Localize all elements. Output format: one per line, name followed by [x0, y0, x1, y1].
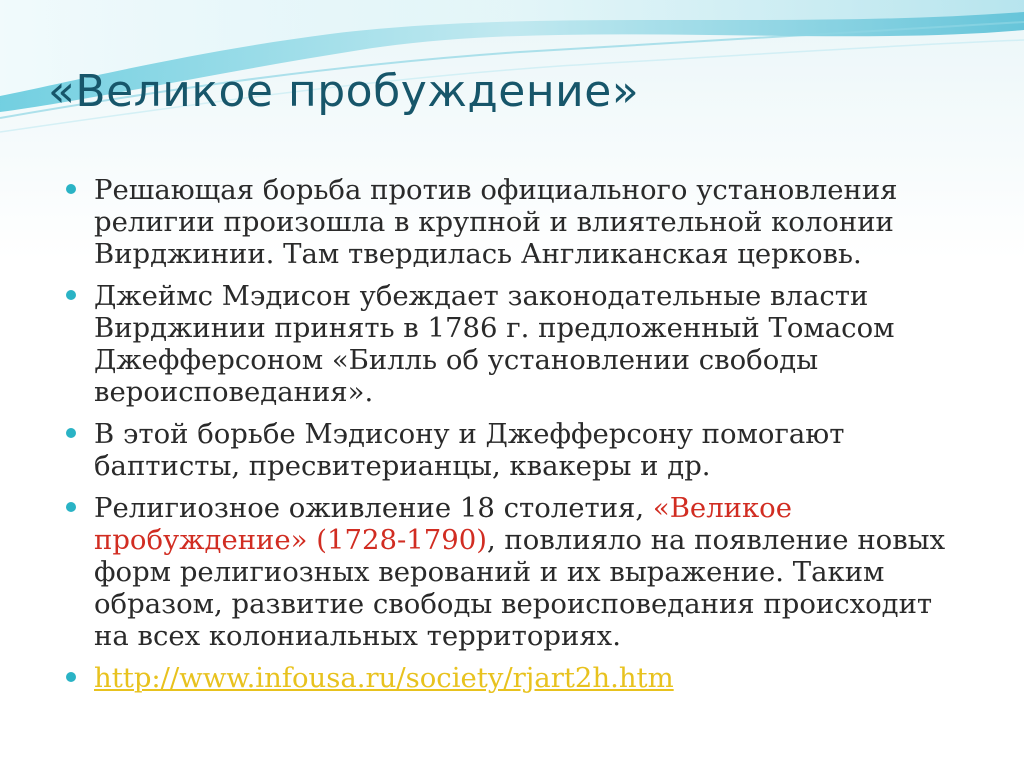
- bullet-item: [64, 492, 964, 652]
- bullet-dot-icon: [66, 428, 76, 438]
- bullet-text: , повлияло на появление новых форм религиозных верований и их выражение. Таким образом, развитие свободы вероисповедания происходит на всех колониальных территориях.: [94, 524, 946, 652]
- bullet-dot-icon: [66, 672, 76, 682]
- source-link[interactable]: http://www.infousa.ru/society/rjart2h.htm: [94, 662, 674, 694]
- bullet-item: [64, 174, 964, 270]
- bullet-item: [64, 662, 964, 694]
- bullet-dot-icon: [66, 184, 76, 194]
- slide-title: «Великое пробуждение»: [48, 66, 640, 117]
- bullet-dot-icon: [66, 290, 76, 300]
- bullet-text: Джеймс Мэдисон убеждает законодательные власти Вирджинии принять в 1786 г. предложенный Томасом Джефферсоном «Билль об установлении свободы вероисповедания».: [94, 280, 895, 408]
- bullet-dot-icon: [66, 502, 76, 512]
- bullet-list: [64, 174, 964, 704]
- great-awakening-highlight: «Великое пробуждение» (1728-1790): [94, 492, 793, 556]
- bullet-item: [64, 418, 964, 482]
- bullet-text: Решающая борьба против официального установления религии произошла в крупной и влиятельной колонии Вирджинии. Там твердилась Англиканская церковь.: [94, 174, 898, 270]
- bullet-item: [64, 280, 964, 408]
- bullet-text: Религиозное оживление 18 столетия,: [94, 492, 653, 524]
- bullet-text: В этой борьбе Мэдисону и Джефферсону помогают баптисты, пресвитерианцы, квакеры и др.: [94, 418, 845, 482]
